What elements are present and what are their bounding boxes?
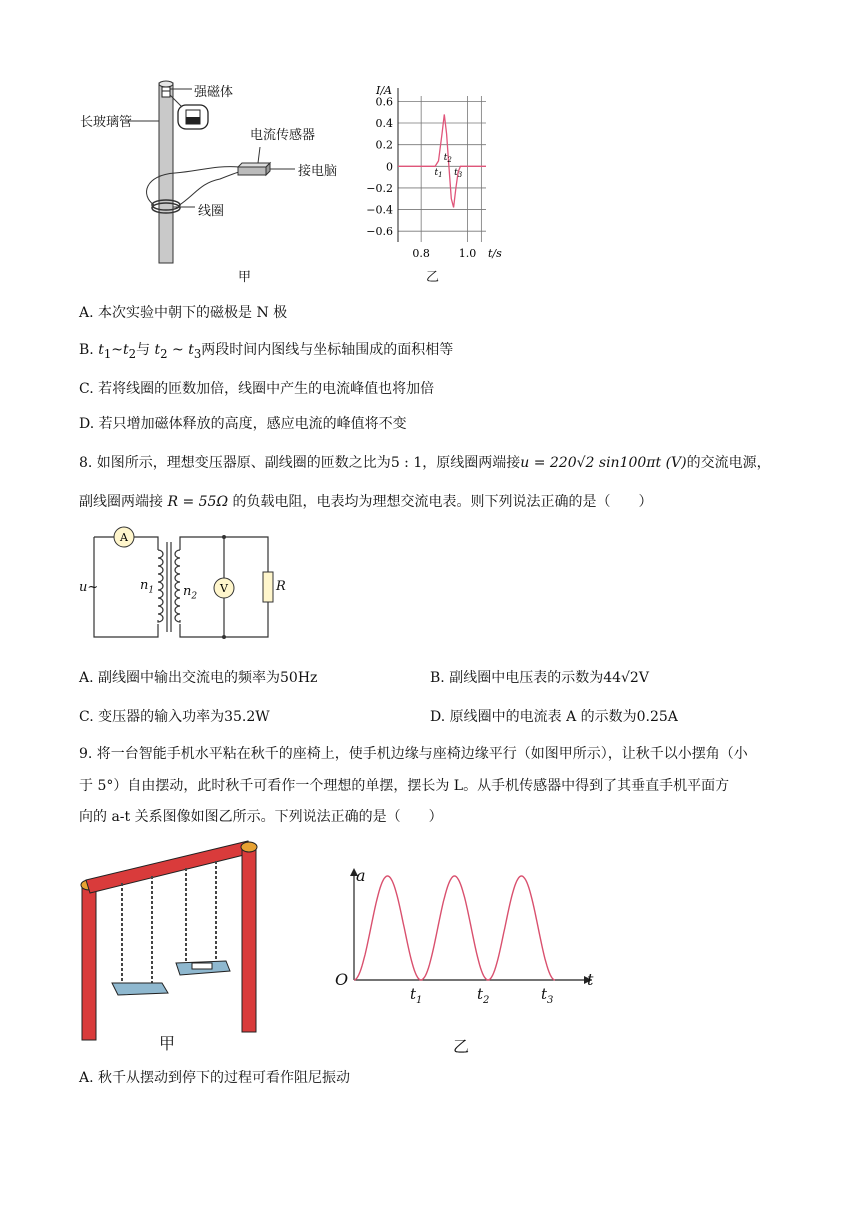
current-sensor [238, 167, 266, 175]
time-annotation: $t_3$ [454, 167, 463, 179]
label-coil: 线圈 [198, 204, 225, 219]
source-label: u~ [79, 580, 99, 595]
q9-stem-line1: 9. 将一台智能手机水平粘在秋千的座椅上，使手机边缘与座椅边缘平行（如图甲所示），让秋千以小摆角（小 [79, 746, 748, 762]
t1-label: $t_1$ [410, 985, 423, 1006]
n1-label: $n_1$ [140, 578, 155, 596]
y-tick-label: 0.2 [375, 138, 393, 152]
q8-option-c: C. 变压器的输入功率为35.2W [79, 709, 270, 725]
y-axis-label: I/A [376, 84, 392, 97]
strong-magnet [162, 87, 170, 97]
figure-caption-jia: 甲 [238, 270, 252, 285]
label-sensor: 电流传感器 [250, 128, 316, 143]
y-tick-label: 0.6 [375, 95, 393, 109]
n2-label: $n_2$ [183, 584, 198, 602]
y-tick-label: −0.2 [366, 181, 393, 195]
magnet-tube-figure [70, 75, 370, 285]
q8-option-a: A. 副线圈中输出交流电的频率为50Hz [79, 670, 318, 686]
time-annotation: $t_1$ [434, 167, 443, 179]
time-annotation: $t_2$ [443, 152, 452, 164]
label-computer: 接电脑 [298, 164, 338, 179]
q8-option-b: B. 副线圈中电压表的示数为44√2V [430, 670, 649, 686]
primary-coil [158, 550, 163, 622]
x-tick-label: 1.0 [458, 247, 477, 260]
svg-text:A: A [120, 531, 128, 544]
q8-option-d: D. 原线圈中的电流表 A 的示数为0.25A [430, 709, 678, 725]
figure-caption-yi: 乙 [426, 270, 440, 285]
svg-text:V: V [220, 582, 228, 595]
q9-stem-line3: 向的 a-t 关系图像如图乙所示。下列说法正确的是（ ） [79, 809, 443, 825]
resistor [263, 572, 273, 602]
q7-option-b: B. $t_1\sim t_2$与 $t_2$ ~ $t_3$两段时间内图线与坐标轴围成的面积相等 [79, 342, 454, 361]
a-axis-label: a [356, 866, 366, 885]
y-tick-label: 0 [386, 160, 393, 174]
phone [192, 963, 212, 969]
current-curve [398, 114, 486, 207]
y-tick-label: −0.6 [366, 225, 393, 239]
q7-option-d: D. 若只增加磁体释放的高度，感应电流的峰值将不变 [79, 416, 407, 432]
r-label: R [276, 579, 286, 594]
swing-caption-jia: 甲 [159, 1034, 176, 1053]
secondary-coil [175, 550, 180, 622]
x-axis-label: t/s [488, 247, 502, 260]
origin-label: O [335, 970, 349, 989]
q8-stem-line1: 8. 如图所示，理想变压器原、副线圈的匝数之比为5 : 1，原线圈两端接u = 220√2 sin100πt (V)的交流电源， [79, 455, 771, 471]
q9-stem-line2: 于 5°）自由摆动，此时秋千可看作一个理想的单摆，摆长为 L。从手机传感器中得到了其垂直手机平面方 [79, 778, 730, 794]
q9-option-a: A. 秋千从摆动到停下的过程可看作阻尼振动 [79, 1070, 351, 1086]
t2-label: $t_2$ [477, 985, 490, 1006]
transformer-circuit [78, 522, 278, 644]
t-axis-label: t [587, 970, 594, 989]
swing-figure [78, 835, 268, 1045]
acceleration-time-graph [330, 862, 600, 1002]
q8-stem-line2: 副线圈两端接 R = 55Ω 的负载电阻，电表均为理想交流电表。则下列说法正确的是（ ） [79, 494, 653, 510]
acceleration-curve [354, 876, 555, 980]
q7-option-a: A. 本次实验中朝下的磁极是 N 极 [79, 305, 288, 321]
label-tube: 长玻璃管 [80, 115, 133, 130]
current-time-chart [360, 82, 510, 282]
y-tick-label: −0.4 [366, 203, 393, 217]
x-tick-label: 0.8 [412, 247, 430, 260]
y-tick-label: 0.4 [375, 117, 393, 131]
q7-option-c: C. 若将线圈的匝数加倍，线圈中产生的电流峰值也将加倍 [79, 381, 435, 397]
t3-label: $t_3$ [541, 985, 554, 1006]
graph-caption-yi: 乙 [453, 1037, 470, 1056]
label-magnet: 强磁体 [194, 85, 234, 100]
